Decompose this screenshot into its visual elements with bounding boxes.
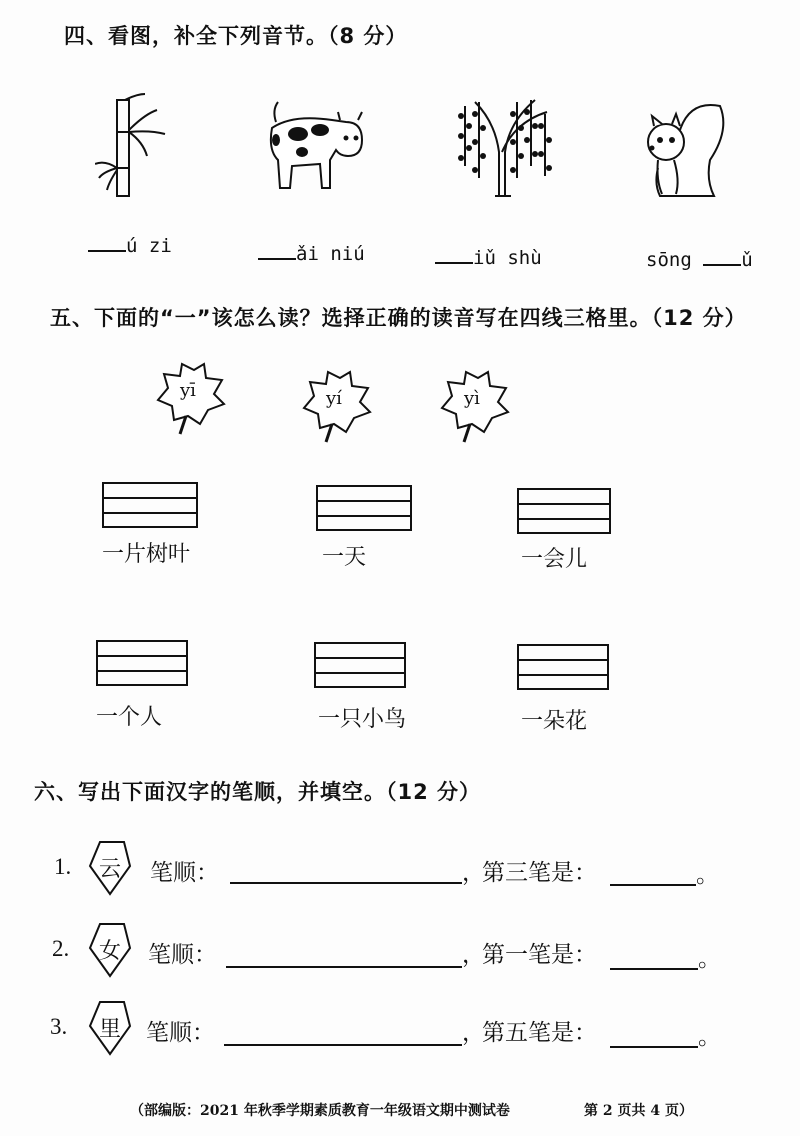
- leaf-card-2: yí: [298, 366, 378, 446]
- pinyin-item-willow: iǔ shù: [435, 244, 542, 269]
- answer-blank[interactable]: [435, 244, 473, 264]
- bamboo-icon: [95, 92, 170, 202]
- footer-title: （部编版：2021 年秋季学期素质教育一年级语文期中测试卷: [130, 1103, 510, 1119]
- nth-stroke-blank[interactable]: [610, 946, 698, 970]
- section-5-heading: 五、下面的“一”该怎么读？选择正确的读音写在四线三格里。（12 分）: [50, 306, 747, 330]
- pinyin-grid-1[interactable]: [102, 482, 198, 528]
- leaf-card-1: yī: [152, 358, 232, 438]
- word-label-6: 一朵花: [521, 709, 588, 734]
- leaf-card-3: yì: [436, 366, 516, 446]
- stroke-order-blank[interactable]: [230, 860, 462, 884]
- answer-blank[interactable]: [258, 240, 296, 260]
- cow-icon: [262, 100, 372, 195]
- pinyin-item-cow: ǎi niú: [258, 240, 365, 265]
- word-label-5: 一只小鸟: [318, 707, 407, 732]
- section-4-heading: 四、看图，补全下列音节。（8 分）: [64, 24, 408, 48]
- stroke-question-2: 2. 女 笔顺： ， 第一笔是： 。: [52, 922, 752, 982]
- footer-page-number: 第 2 页共 4 页）: [584, 1103, 693, 1119]
- section-6-heading: 六、写出下面汉字的笔顺，并填空。（12 分）: [34, 780, 482, 804]
- willow-tree-icon: [455, 92, 555, 202]
- stroke-question-3: 3. 里 笔顺： ， 第五笔是： 。: [50, 1000, 750, 1060]
- word-label-3: 一会儿: [521, 547, 588, 572]
- squirrel-icon: [640, 100, 730, 200]
- answer-blank[interactable]: [88, 232, 126, 252]
- pinyin-grid-3[interactable]: [517, 488, 611, 534]
- pinyin-grid-6[interactable]: [517, 644, 609, 690]
- stroke-order-blank[interactable]: [226, 944, 462, 968]
- pinyin-item-squirrel: sōng ǔ: [646, 246, 753, 271]
- word-label-4: 一个人: [96, 705, 163, 730]
- stroke-question-1: 1. 云 笔顺： ， 第三笔是： 。: [54, 840, 754, 900]
- stroke-order-blank[interactable]: [224, 1022, 462, 1046]
- answer-blank[interactable]: [703, 246, 741, 266]
- nth-stroke-blank[interactable]: [610, 1024, 698, 1048]
- pinyin-grid-2[interactable]: [316, 485, 412, 531]
- nth-stroke-blank[interactable]: [610, 862, 696, 886]
- pinyin-grid-4[interactable]: [96, 640, 188, 686]
- pinyin-item-bamboo: ú zi: [88, 232, 172, 257]
- word-label-1: 一片树叶: [102, 542, 191, 567]
- word-label-2: 一天: [322, 545, 367, 570]
- pinyin-grid-5[interactable]: [314, 642, 406, 688]
